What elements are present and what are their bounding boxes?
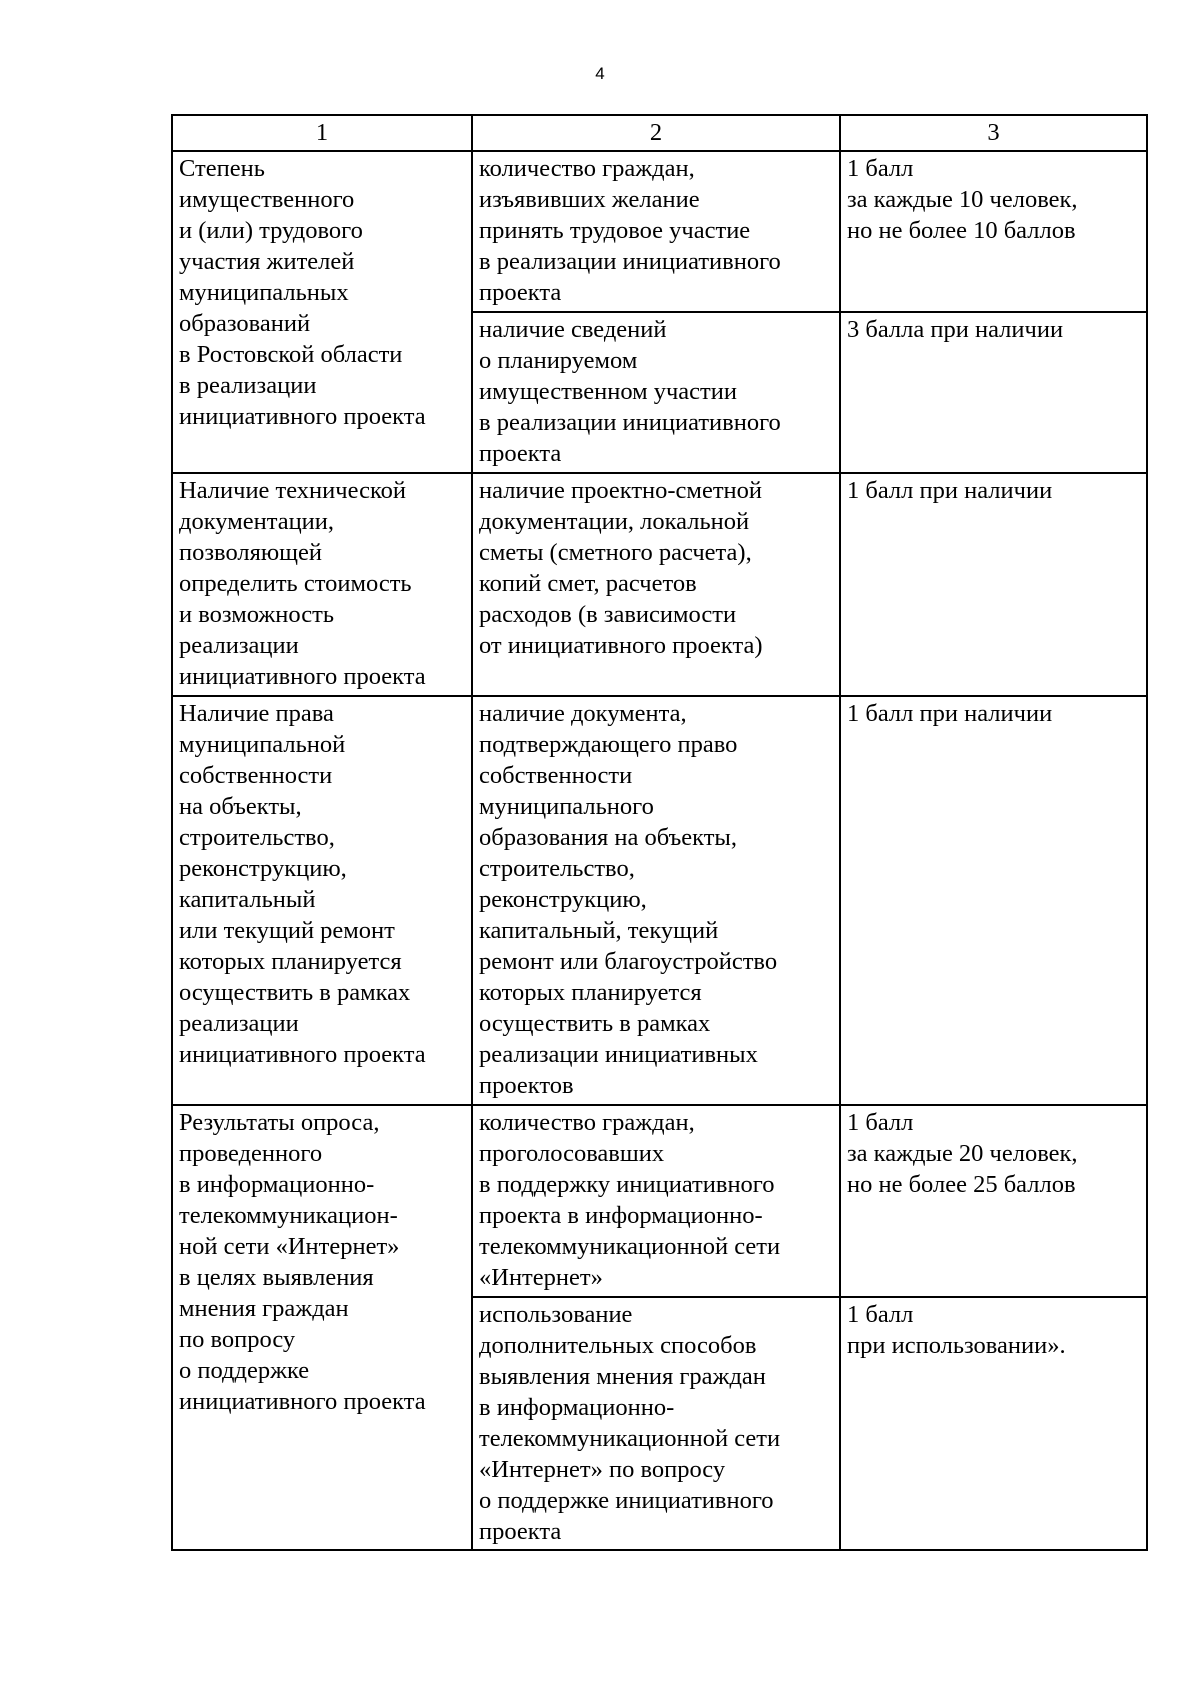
table-header-row (172, 115, 1147, 151)
indicator-cell (472, 473, 840, 696)
score-cell (840, 1297, 1147, 1550)
page-number: 4 (595, 64, 605, 83)
score-cell (840, 151, 1147, 312)
indicator-text: количество граждан, изъявивших желание принять трудовое участие в реализации инициативного проекта (479, 155, 781, 306)
column-number-2: 2 (472, 115, 840, 151)
indicator-text: использование дополнительных способов выявления мнения граждан в информационно- телекоммуникационной сети «Интернет» по вопросу о поддержке инициативного проекта (479, 1301, 781, 1545)
indicator-cell (472, 312, 840, 473)
table-row (172, 151, 1147, 312)
indicator-cell (472, 696, 840, 1105)
criterion-cell (172, 473, 472, 696)
score-cell (840, 1105, 1147, 1297)
indicator-text: наличие проектно-сметной документации, локальной сметы (сметного расчета), копий смет, расчетов расходов (в зависимости от инициативного проекта) (479, 477, 763, 659)
indicator-cell (472, 151, 840, 312)
indicator-text: количество граждан, проголосовавших в поддержку инициативного проекта в информационно- телекоммуникационной сети «Интернет» (479, 1109, 781, 1291)
table-row (172, 696, 1147, 1105)
score-text: 1 балл при использовании». (847, 1301, 1066, 1359)
table-row (172, 473, 1147, 696)
column-number-3: 3 (840, 115, 1147, 151)
table-row (172, 1105, 1147, 1297)
column-number-1: 1 (172, 115, 472, 151)
indicator-cell (472, 1297, 840, 1550)
criterion-text: Результаты опроса, проведенного в информационно- телекоммуникацион- ной сети «Интернет» в целях выявления мнения граждан по вопросу о поддержке инициативного проекта (179, 1109, 426, 1415)
score-text: 1 балл за каждые 10 человек, но не более 10 баллов (847, 155, 1078, 244)
criterion-text: Наличие технической документации, позволяющей определить стоимость и возможность реализации инициативного проекта (179, 477, 426, 690)
criteria-table (171, 114, 1148, 1551)
score-text: 1 балл при наличии (847, 700, 1053, 727)
score-cell (840, 473, 1147, 696)
criterion-text: Степень имущественного и (или) трудового участия жителей муниципальных образований в Ростовской области в реализации инициативного проекта (179, 155, 426, 430)
score-text: 3 балла при наличии (847, 316, 1064, 343)
score-cell (840, 696, 1147, 1105)
criterion-cell (172, 151, 472, 473)
indicator-text: наличие сведений о планируемом имущественном участии в реализации инициативного проекта (479, 316, 781, 467)
indicator-text: наличие документа, подтверждающего право собственности муниципального образования на объекты, строительство, реконструкцию, капитальный, текущий ремонт или благоустройство которых планируется осуществить в рамках реализации инициативных проектов (479, 700, 778, 1099)
score-text: 1 балл за каждые 20 человек, но не более 25 баллов (847, 1109, 1078, 1198)
criterion-cell (172, 1105, 472, 1550)
criterion-text: Наличие права муниципальной собственности на объекты, строительство, реконструкцию, капитальный или текущий ремонт которых планируется осуществить в рамках реализации инициативного проекта (179, 700, 426, 1068)
criterion-cell (172, 696, 472, 1105)
indicator-cell (472, 1105, 840, 1297)
score-text: 1 балл при наличии (847, 477, 1053, 504)
score-cell (840, 312, 1147, 473)
